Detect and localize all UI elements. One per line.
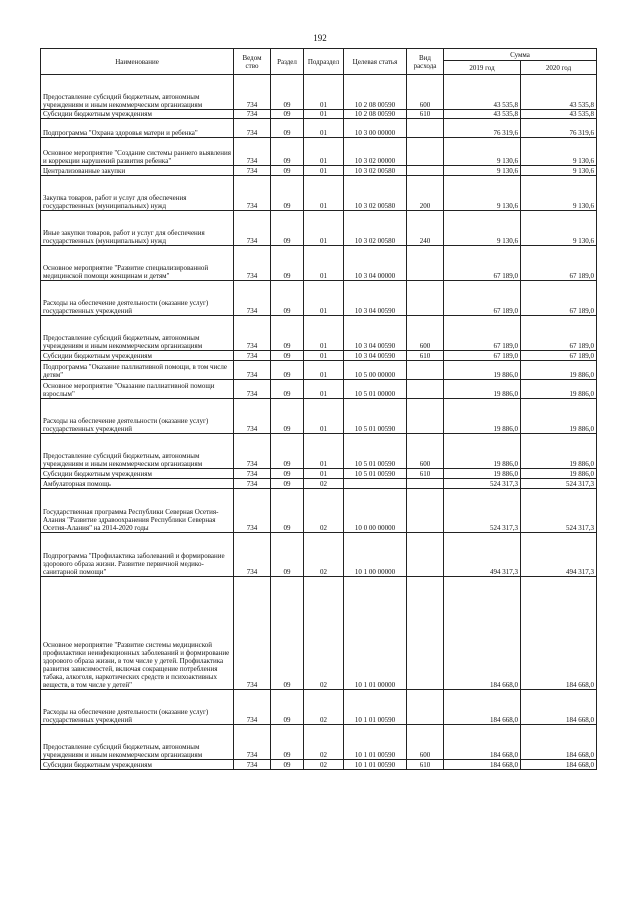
row-target-article: 10 3 04 00590 — [344, 281, 407, 316]
row-target-article: 10 1 00 00000 — [344, 533, 407, 577]
row-expense-type — [407, 479, 444, 489]
table-row — [41, 361, 597, 380]
row-section: 09 — [271, 138, 304, 166]
row-sum-2019: 184 668,0 — [444, 760, 521, 770]
row-target-article: 10 3 02 00580 — [344, 166, 407, 176]
row-name: Основное мероприятие "Создание системы раннего выявления и коррекции нарушений развития ребенка" — [41, 138, 234, 166]
row-name: Субсидии бюджетным учреждениям — [41, 110, 234, 119]
row-name: Субсидии бюджетным учреждениям — [41, 351, 234, 361]
row-name: Расходы на обеспечение деятельности (оказание услуг) государственных учреждений — [41, 281, 234, 316]
row-sum-2019: 19 886,0 — [444, 399, 521, 434]
row-target-article: 10 3 04 00000 — [344, 246, 407, 281]
row-sum-2020: 19 886,0 — [521, 399, 597, 434]
row-sum-2019: 19 886,0 — [444, 361, 521, 380]
row-sum-2020: 524 317,3 — [521, 489, 597, 533]
row-dept: 734 — [234, 469, 271, 479]
row-expense-type — [407, 246, 444, 281]
row-section: 09 — [271, 489, 304, 533]
row-section: 09 — [271, 110, 304, 119]
row-name: Основное мероприятие "Развитие специализированной медицинской помощи женщинам и детям" — [41, 246, 234, 281]
header-section: Раздел — [271, 49, 304, 75]
row-target-article: 10 2 08 00590 — [344, 75, 407, 110]
row-dept: 734 — [234, 489, 271, 533]
table-row — [41, 469, 597, 479]
header-expense-type: Вид расхода — [407, 49, 444, 75]
row-subsection: 01 — [304, 176, 344, 211]
row-dept: 734 — [234, 533, 271, 577]
row-subsection: 01 — [304, 399, 344, 434]
row-subsection: 02 — [304, 725, 344, 760]
row-subsection: 02 — [304, 479, 344, 489]
row-expense-type: 600 — [407, 725, 444, 760]
row-name: Подпрограмма "Охрана здоровья матери и ребенка" — [41, 119, 234, 138]
row-sum-2020: 67 189,0 — [521, 351, 597, 361]
row-name: Предоставление субсидий бюджетным, автономным учреждениям и иным некоммерческим организациям — [41, 316, 234, 351]
row-subsection: 01 — [304, 281, 344, 316]
row-expense-type: 610 — [407, 760, 444, 770]
table-row — [41, 316, 597, 351]
row-sum-2019: 494 317,3 — [444, 533, 521, 577]
row-target-article — [344, 479, 407, 489]
table-row — [41, 110, 597, 119]
row-sum-2020: 67 189,0 — [521, 281, 597, 316]
row-section: 09 — [271, 119, 304, 138]
row-sum-2019: 67 189,0 — [444, 246, 521, 281]
row-expense-type — [407, 380, 444, 399]
row-sum-2020: 19 886,0 — [521, 361, 597, 380]
row-section: 09 — [271, 246, 304, 281]
row-expense-type — [407, 281, 444, 316]
table-row — [41, 281, 597, 316]
row-section: 09 — [271, 380, 304, 399]
row-target-article: 10 5 01 00590 — [344, 469, 407, 479]
header-subsection: Подраздел — [304, 49, 344, 75]
row-section: 09 — [271, 316, 304, 351]
table-row — [41, 760, 597, 770]
header-target: Целевая статья — [344, 49, 407, 75]
row-expense-type — [407, 119, 444, 138]
row-section: 09 — [271, 361, 304, 380]
table-row — [41, 489, 597, 533]
row-sum-2020: 9 130,6 — [521, 176, 597, 211]
row-sum-2020: 9 130,6 — [521, 166, 597, 176]
row-name: Расходы на обеспечение деятельности (оказание услуг) государственных учреждений — [41, 399, 234, 434]
row-dept: 734 — [234, 211, 271, 246]
header-sum: Сумма — [444, 49, 597, 61]
row-dept: 734 — [234, 138, 271, 166]
row-sum-2020: 19 886,0 — [521, 380, 597, 399]
row-name: Государственная программа Республики Северная Осетия-Алания "Развитие здравоохранения Республики Северная Осетия-Алания" на 2014-2020 годы — [41, 489, 234, 533]
row-target-article: 10 1 01 00000 — [344, 577, 407, 690]
row-expense-type: 240 — [407, 211, 444, 246]
row-subsection: 01 — [304, 434, 344, 469]
row-sum-2020: 184 668,0 — [521, 690, 597, 725]
row-section: 09 — [271, 434, 304, 469]
row-target-article: 10 3 04 00590 — [344, 316, 407, 351]
row-dept: 734 — [234, 119, 271, 138]
row-target-article: 10 5 00 00000 — [344, 361, 407, 380]
row-subsection: 01 — [304, 138, 344, 166]
row-section: 09 — [271, 166, 304, 176]
row-target-article: 10 0 00 00000 — [344, 489, 407, 533]
row-sum-2019: 76 319,6 — [444, 119, 521, 138]
row-name: Предоставление субсидий бюджетным, автономным учреждениям и иным некоммерческим организациям — [41, 434, 234, 469]
table-row — [41, 690, 597, 725]
row-subsection: 01 — [304, 351, 344, 361]
row-expense-type: 600 — [407, 316, 444, 351]
row-dept: 734 — [234, 281, 271, 316]
row-dept: 734 — [234, 760, 271, 770]
row-subsection: 02 — [304, 577, 344, 690]
row-dept: 734 — [234, 361, 271, 380]
row-target-article: 10 2 08 00590 — [344, 110, 407, 119]
row-sum-2020: 19 886,0 — [521, 469, 597, 479]
header-year-2019: 2019 год — [444, 61, 521, 75]
row-dept: 734 — [234, 434, 271, 469]
row-name: Субсидии бюджетным учреждениям — [41, 469, 234, 479]
row-name: Подпрограмма "Профилактика заболеваний и формирование здорового образа жизни. Развитие первичной медико-санитарной помощи" — [41, 533, 234, 577]
table-row — [41, 380, 597, 399]
row-section: 09 — [271, 760, 304, 770]
row-subsection: 01 — [304, 469, 344, 479]
row-sum-2020: 184 668,0 — [521, 760, 597, 770]
row-sum-2020: 67 189,0 — [521, 316, 597, 351]
table-row — [41, 75, 597, 110]
row-target-article: 10 5 01 00590 — [344, 434, 407, 469]
row-dept: 734 — [234, 351, 271, 361]
table-row — [41, 399, 597, 434]
row-sum-2019: 19 886,0 — [444, 469, 521, 479]
table-row — [41, 533, 597, 577]
row-subsection: 02 — [304, 533, 344, 577]
row-expense-type — [407, 489, 444, 533]
row-dept: 734 — [234, 380, 271, 399]
row-dept: 734 — [234, 690, 271, 725]
row-sum-2019: 524 317,3 — [444, 479, 521, 489]
row-section: 09 — [271, 577, 304, 690]
row-sum-2020: 524 317,3 — [521, 479, 597, 489]
row-expense-type — [407, 399, 444, 434]
row-section: 09 — [271, 176, 304, 211]
row-sum-2019: 67 189,0 — [444, 351, 521, 361]
header-year-2020: 2020 год — [521, 61, 597, 75]
row-sum-2019: 19 886,0 — [444, 380, 521, 399]
row-sum-2019: 184 668,0 — [444, 577, 521, 690]
row-sum-2020: 43 535,8 — [521, 75, 597, 110]
row-section: 09 — [271, 690, 304, 725]
row-name: Субсидии бюджетным учреждениям — [41, 760, 234, 770]
row-target-article: 10 3 02 00580 — [344, 176, 407, 211]
row-dept: 734 — [234, 246, 271, 281]
row-sum-2020: 76 319,6 — [521, 119, 597, 138]
table-row — [41, 725, 597, 760]
row-expense-type — [407, 690, 444, 725]
row-sum-2019: 184 668,0 — [444, 725, 521, 760]
row-sum-2019: 184 668,0 — [444, 690, 521, 725]
row-section: 09 — [271, 281, 304, 316]
row-expense-type — [407, 166, 444, 176]
row-section: 09 — [271, 725, 304, 760]
row-sum-2019: 67 189,0 — [444, 316, 521, 351]
table-row — [41, 211, 597, 246]
row-dept: 734 — [234, 166, 271, 176]
header-dept: Ведом ство — [234, 49, 271, 75]
row-name: Амбулаторная помощь — [41, 479, 234, 489]
row-subsection: 01 — [304, 316, 344, 351]
row-section: 09 — [271, 469, 304, 479]
row-sum-2019: 43 535,8 — [444, 75, 521, 110]
budget-table — [40, 48, 597, 770]
table-row — [41, 434, 597, 469]
row-sum-2019: 9 130,6 — [444, 176, 521, 211]
row-dept: 734 — [234, 479, 271, 489]
row-subsection: 01 — [304, 110, 344, 119]
row-target-article: 10 3 02 00000 — [344, 138, 407, 166]
row-expense-type: 610 — [407, 469, 444, 479]
row-name: Подпрограмма "Оказание паллиативной помощи, в том числе детям" — [41, 361, 234, 380]
header-name: Наименование — [41, 49, 234, 75]
table-row — [41, 166, 597, 176]
row-expense-type — [407, 577, 444, 690]
row-name: Иные закупки товаров, работ и услуг для обеспечения государственных (муниципальных) нужд — [41, 211, 234, 246]
row-dept: 734 — [234, 725, 271, 760]
row-expense-type: 600 — [407, 434, 444, 469]
row-target-article: 10 3 04 00590 — [344, 351, 407, 361]
row-dept: 734 — [234, 316, 271, 351]
table-row — [41, 479, 597, 489]
table-row — [41, 119, 597, 138]
table-row — [41, 351, 597, 361]
row-section: 09 — [271, 211, 304, 246]
row-sum-2019: 9 130,6 — [444, 211, 521, 246]
row-name: Расходы на обеспечение деятельности (оказание услуг) государственных учреждений — [41, 690, 234, 725]
row-name: Централизованные закупки — [41, 166, 234, 176]
row-sum-2020: 19 886,0 — [521, 434, 597, 469]
row-expense-type: 200 — [407, 176, 444, 211]
row-expense-type — [407, 138, 444, 166]
table-row — [41, 246, 597, 281]
row-sum-2019: 19 886,0 — [444, 434, 521, 469]
row-target-article: 10 5 01 00000 — [344, 380, 407, 399]
row-section: 09 — [271, 75, 304, 110]
row-expense-type: 610 — [407, 110, 444, 119]
row-section: 09 — [271, 351, 304, 361]
row-expense-type — [407, 361, 444, 380]
row-subsection: 01 — [304, 75, 344, 110]
row-subsection: 02 — [304, 489, 344, 533]
row-subsection: 02 — [304, 760, 344, 770]
row-sum-2020: 9 130,6 — [521, 211, 597, 246]
row-section: 09 — [271, 479, 304, 489]
row-dept: 734 — [234, 110, 271, 119]
row-target-article: 10 1 01 00590 — [344, 690, 407, 725]
row-name: Закупка товаров, работ и услуг для обеспечения государственных (муниципальных) нужд — [41, 176, 234, 211]
row-sum-2019: 43 535,8 — [444, 110, 521, 119]
table-row — [41, 138, 597, 166]
row-sum-2019: 9 130,6 — [444, 138, 521, 166]
row-target-article: 10 1 01 00590 — [344, 760, 407, 770]
row-subsection: 01 — [304, 211, 344, 246]
row-dept: 734 — [234, 577, 271, 690]
row-target-article: 10 3 00 00000 — [344, 119, 407, 138]
row-sum-2020: 67 189,0 — [521, 246, 597, 281]
row-name: Основное мероприятие "Оказание паллиативной помощи взрослым" — [41, 380, 234, 399]
row-subsection: 01 — [304, 166, 344, 176]
row-sum-2019: 9 130,6 — [444, 166, 521, 176]
row-subsection: 01 — [304, 380, 344, 399]
row-dept: 734 — [234, 399, 271, 434]
row-target-article: 10 1 01 00590 — [344, 725, 407, 760]
table-row — [41, 577, 597, 690]
row-dept: 734 — [234, 75, 271, 110]
row-section: 09 — [271, 399, 304, 434]
row-expense-type: 600 — [407, 75, 444, 110]
row-sum-2019: 524 317,3 — [444, 489, 521, 533]
page-number: 192 — [313, 33, 327, 43]
row-sum-2020: 184 668,0 — [521, 577, 597, 690]
row-expense-type: 610 — [407, 351, 444, 361]
row-sum-2020: 494 317,3 — [521, 533, 597, 577]
row-sum-2019: 67 189,0 — [444, 281, 521, 316]
row-target-article: 10 3 02 00580 — [344, 211, 407, 246]
row-expense-type — [407, 533, 444, 577]
row-dept: 734 — [234, 176, 271, 211]
row-subsection: 01 — [304, 119, 344, 138]
row-name: Предоставление субсидий бюджетным, автономным учреждениям и иным некоммерческим организациям — [41, 725, 234, 760]
row-subsection: 01 — [304, 246, 344, 281]
row-sum-2020: 9 130,6 — [521, 138, 597, 166]
row-name: Предоставление субсидий бюджетным, автономным учреждениям и иным некоммерческим организациям — [41, 75, 234, 110]
row-sum-2020: 184 668,0 — [521, 725, 597, 760]
row-subsection: 01 — [304, 361, 344, 380]
table-row — [41, 176, 597, 211]
row-sum-2020: 43 535,8 — [521, 110, 597, 119]
row-target-article: 10 5 01 00590 — [344, 399, 407, 434]
row-name: Основное мероприятие "Развитие системы медицинской профилактики неинфекционных заболеваний и формирование здорового образа жизни, в том числе у детей. Профилактика развития зависимостей, включая сокращение потребления табака, алкоголя, наркотических средств и психоактивных веществ, в том числе у детей" — [41, 577, 234, 690]
row-subsection: 02 — [304, 690, 344, 725]
row-section: 09 — [271, 533, 304, 577]
